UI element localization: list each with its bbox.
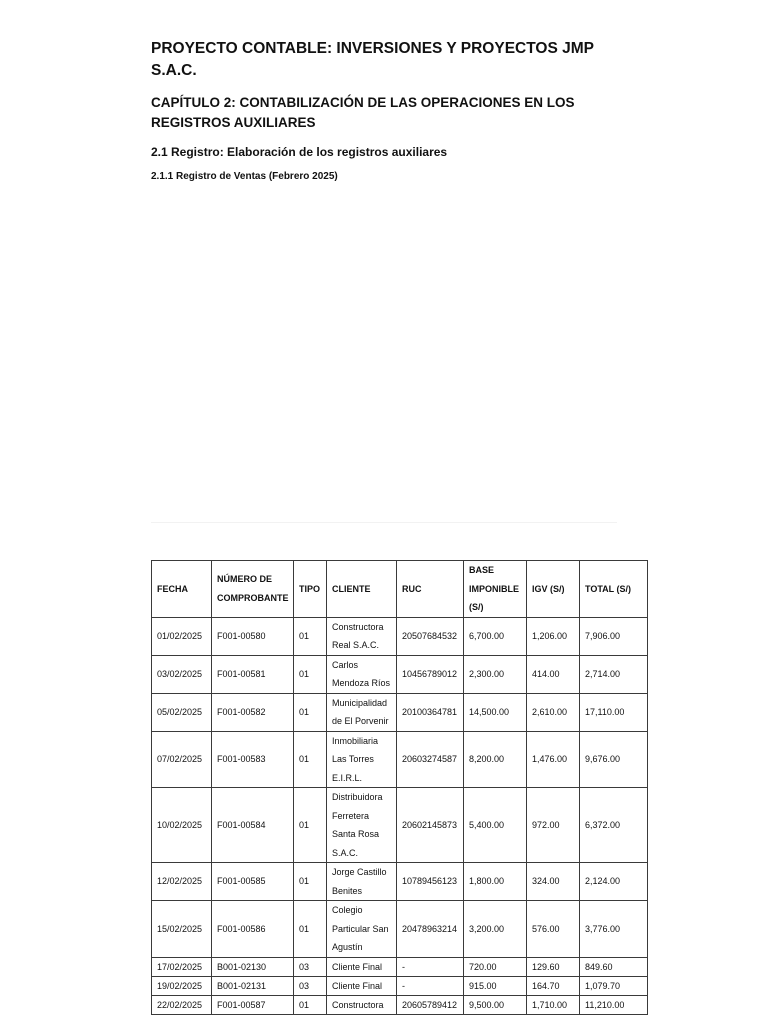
sales-register-table-container bbox=[151, 560, 631, 1030]
cell-total: 2,714.00 bbox=[580, 655, 648, 693]
table-row bbox=[152, 995, 648, 1015]
section-heading: 2.1 Registro: Elaboración de los registros auxiliares bbox=[151, 145, 448, 159]
table-row bbox=[152, 655, 648, 693]
cell-fecha: 22/02/2025 bbox=[152, 995, 212, 1015]
document-title: PROYECTO CONTABLE: INVERSIONES Y PROYECTOS JMP S.A.C. bbox=[151, 40, 594, 79]
cell-igv: 164.70 bbox=[527, 976, 580, 995]
cell-total: 1,079.70 bbox=[580, 976, 648, 995]
cell-igv: 1,476.00 bbox=[527, 731, 580, 788]
cell-fecha: 05/02/2025 bbox=[152, 693, 212, 731]
cell-tipo: 01 bbox=[294, 863, 327, 901]
cell-total: 6,372.00 bbox=[580, 788, 648, 863]
cell-fecha: 17/02/2025 bbox=[152, 957, 212, 976]
cell-numero: B001-02130 bbox=[212, 957, 294, 976]
cell-base: 2,300.00 bbox=[464, 655, 527, 693]
cell-numero: F001-00585 bbox=[212, 863, 294, 901]
cell-tipo: 01 bbox=[294, 693, 327, 731]
cell-numero: F001-00580 bbox=[212, 617, 294, 655]
cell-numero: F001-00586 bbox=[212, 901, 294, 958]
cell-tipo: 01 bbox=[294, 995, 327, 1015]
cell-total: 17,110.00 bbox=[580, 693, 648, 731]
cell-ruc: 10456789012 bbox=[397, 655, 464, 693]
table-row bbox=[152, 617, 648, 655]
cell-total: 7,906.00 bbox=[580, 617, 648, 655]
table-row bbox=[152, 788, 648, 863]
cell-cliente: Distribuidora Ferretera Santa Rosa S.A.C. bbox=[327, 788, 397, 863]
table-row bbox=[152, 693, 648, 731]
cell-numero: F001-00583 bbox=[212, 731, 294, 788]
cell-cliente: Constructora Real S.A.C. bbox=[327, 617, 397, 655]
cell-numero: F001-00584 bbox=[212, 788, 294, 863]
cell-base: 5,400.00 bbox=[464, 788, 527, 863]
cell-base: 14,500.00 bbox=[464, 693, 527, 731]
cell-ruc: - bbox=[397, 976, 464, 995]
cell-igv: 324.00 bbox=[527, 863, 580, 901]
cell-tipo: 03 bbox=[294, 976, 327, 995]
header-fecha: FECHA bbox=[152, 561, 212, 618]
cell-total: 11,210.00 bbox=[580, 995, 648, 1015]
cell-base: 6,700.00 bbox=[464, 617, 527, 655]
cell-igv: 576.00 bbox=[527, 901, 580, 958]
cell-base: 3,200.00 bbox=[464, 901, 527, 958]
table-row bbox=[152, 957, 648, 976]
cell-fecha: 10/02/2025 bbox=[152, 788, 212, 863]
cell-numero: F001-00587 bbox=[212, 995, 294, 1015]
table-header bbox=[152, 561, 648, 618]
cell-cliente: Cliente Final bbox=[327, 957, 397, 976]
table-row bbox=[152, 863, 648, 901]
table-row bbox=[152, 976, 648, 995]
cell-tipo: 03 bbox=[294, 957, 327, 976]
cell-total: 849.60 bbox=[580, 957, 648, 976]
cell-igv: 1,710.00 bbox=[527, 995, 580, 1015]
cell-numero: B001-02131 bbox=[212, 976, 294, 995]
cell-igv: 972.00 bbox=[527, 788, 580, 863]
cell-base: 9,500.00 bbox=[464, 995, 527, 1015]
cell-ruc: 20603274587 bbox=[397, 731, 464, 788]
header-ruc: RUC bbox=[397, 561, 464, 618]
cell-total: 9,676.00 bbox=[580, 731, 648, 788]
cell-cliente: Colegio Particular San Agustín bbox=[327, 901, 397, 958]
cell-fecha: 19/02/2025 bbox=[152, 976, 212, 995]
cell-fecha: 15/02/2025 bbox=[152, 901, 212, 958]
page-divider bbox=[151, 522, 617, 523]
cell-ruc: 20507684532 bbox=[397, 617, 464, 655]
cell-cliente: Inmobiliaria Las Torres E.I.R.L. bbox=[327, 731, 397, 788]
cell-igv: 1,206.00 bbox=[527, 617, 580, 655]
table-row bbox=[152, 901, 648, 958]
cell-base: 915.00 bbox=[464, 976, 527, 995]
cell-tipo: 01 bbox=[294, 655, 327, 693]
table-header-row bbox=[152, 561, 648, 618]
cell-cliente: Municipalidad de El Porvenir bbox=[327, 693, 397, 731]
cell-fecha: 03/02/2025 bbox=[152, 655, 212, 693]
cell-cliente: Cliente Final bbox=[327, 976, 397, 995]
header-total: TOTAL (S/) bbox=[580, 561, 648, 618]
cell-cliente: Carlos Mendoza Ríos bbox=[327, 655, 397, 693]
cell-fecha: 12/02/2025 bbox=[152, 863, 212, 901]
cell-ruc: 20605789412 bbox=[397, 995, 464, 1015]
cell-ruc: 10789456123 bbox=[397, 863, 464, 901]
cell-numero: F001-00581 bbox=[212, 655, 294, 693]
cell-ruc: 20478963214 bbox=[397, 901, 464, 958]
cell-ruc: 20100364781 bbox=[397, 693, 464, 731]
cell-base: 720.00 bbox=[464, 957, 527, 976]
cell-tipo: 01 bbox=[294, 901, 327, 958]
header-tipo: TIPO bbox=[294, 561, 327, 618]
header-base-imponible: BASE IMPONIBLE (S/) bbox=[464, 561, 527, 618]
subsection-heading: 2.1.1 Registro de Ventas (Febrero 2025) bbox=[151, 171, 338, 182]
cell-base: 1,800.00 bbox=[464, 863, 527, 901]
cell-fecha: 01/02/2025 bbox=[152, 617, 212, 655]
cell-ruc: 20602145873 bbox=[397, 788, 464, 863]
cell-total: 3,776.00 bbox=[580, 901, 648, 958]
chapter-heading: CAPÍTULO 2: CONTABILIZACIÓN DE LAS OPERACIONES EN LOS REGISTROS AUXILIARES bbox=[151, 95, 575, 130]
header-cliente: CLIENTE bbox=[327, 561, 397, 618]
cell-tipo: 01 bbox=[294, 731, 327, 788]
cell-base: 8,200.00 bbox=[464, 731, 527, 788]
table-body bbox=[152, 617, 648, 1015]
cell-igv: 414.00 bbox=[527, 655, 580, 693]
cell-total: 2,124.00 bbox=[580, 863, 648, 901]
header-numero-comprobante: NÚMERO DE COMPROBANTE bbox=[212, 561, 294, 618]
cell-cliente: Jorge Castillo Benites bbox=[327, 863, 397, 901]
table-row bbox=[152, 731, 648, 788]
sales-register-table bbox=[151, 560, 648, 1015]
cell-cliente: Constructora bbox=[327, 995, 397, 1015]
cell-igv: 129.60 bbox=[527, 957, 580, 976]
cell-igv: 2,610.00 bbox=[527, 693, 580, 731]
cell-ruc: - bbox=[397, 957, 464, 976]
cell-tipo: 01 bbox=[294, 788, 327, 863]
header-igv: IGV (S/) bbox=[527, 561, 580, 618]
cell-numero: F001-00582 bbox=[212, 693, 294, 731]
cell-tipo: 01 bbox=[294, 617, 327, 655]
cell-fecha: 07/02/2025 bbox=[152, 731, 212, 788]
